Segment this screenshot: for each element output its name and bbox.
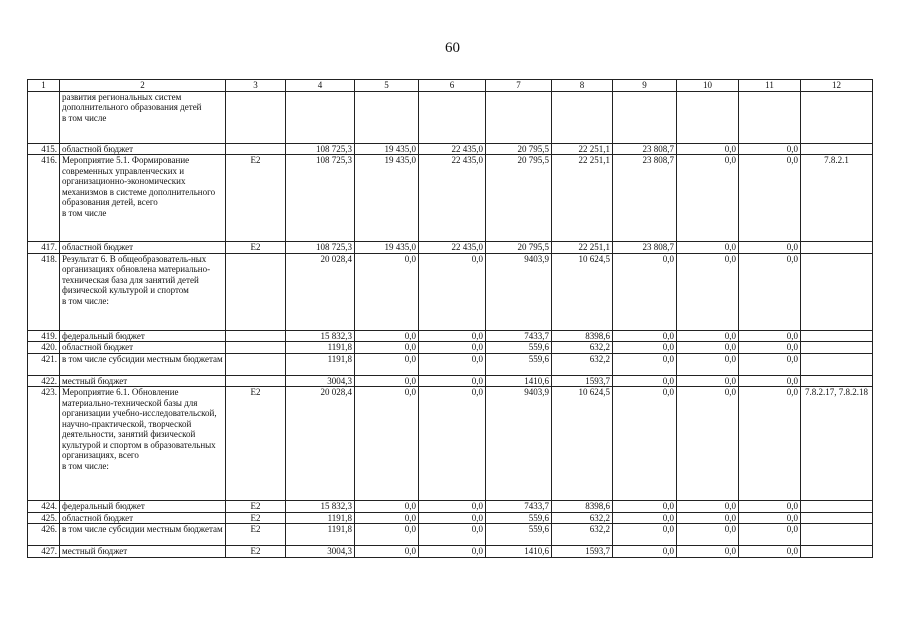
code-cell: E2: [226, 501, 286, 513]
header-cell: 5: [355, 80, 419, 92]
amount-cell: 0,0: [613, 546, 677, 558]
amount-cell: 1593,7: [552, 546, 613, 558]
code-cell: [226, 342, 286, 354]
reference-cell: 7.8.2.1: [801, 155, 873, 242]
header-cell: 6: [419, 80, 486, 92]
table-row: [28, 375, 873, 387]
amount-cell: 1410,6: [486, 375, 552, 387]
row-number-cell: 425.: [28, 512, 60, 524]
item-description-cell: развития региональных систем дополнительного образования детей в том числе: [60, 91, 226, 143]
header-cell: 2: [60, 80, 226, 92]
row-number-cell: 419.: [28, 330, 60, 342]
code-cell: [226, 143, 286, 155]
row-number-cell: 422.: [28, 375, 60, 387]
amount-cell: 0,0: [355, 546, 419, 558]
amount-cell: 23 808,7: [613, 143, 677, 155]
amount-cell: 0,0: [419, 512, 486, 524]
amount-cell: 3004,3: [286, 375, 355, 387]
amount-cell: 0,0: [613, 253, 677, 330]
amount-cell: [552, 91, 613, 143]
amount-cell: 0,0: [419, 524, 486, 546]
amount-cell: 1593,7: [552, 375, 613, 387]
table-row: [28, 155, 873, 242]
item-description-cell: федеральный бюджет: [60, 501, 226, 513]
amount-cell: 0,0: [355, 353, 419, 375]
amount-cell: 0,0: [677, 242, 739, 254]
row-number-cell: 416.: [28, 155, 60, 242]
amount-cell: 0,0: [739, 524, 801, 546]
row-number-cell: 427.: [28, 546, 60, 558]
amount-cell: 10 624,5: [552, 253, 613, 330]
row-number-cell: 424.: [28, 501, 60, 513]
amount-cell: 108 725,3: [286, 242, 355, 254]
code-cell: [226, 91, 286, 143]
amount-cell: [419, 91, 486, 143]
reference-cell: [801, 143, 873, 155]
amount-cell: [739, 91, 801, 143]
amount-cell: 108 725,3: [286, 143, 355, 155]
amount-cell: 0,0: [739, 375, 801, 387]
row-number-cell: 417.: [28, 242, 60, 254]
amount-cell: [486, 91, 552, 143]
row-number-cell: 423.: [28, 387, 60, 501]
item-description-cell: федеральный бюджет: [60, 330, 226, 342]
amount-cell: 0,0: [677, 546, 739, 558]
amount-cell: 0,0: [355, 253, 419, 330]
amount-cell: 632,2: [552, 524, 613, 546]
page-number: 60: [445, 40, 460, 56]
reference-cell: [801, 253, 873, 330]
code-cell: E2: [226, 546, 286, 558]
amount-cell: 0,0: [613, 375, 677, 387]
budget-table: [27, 79, 873, 558]
amount-cell: 1191,8: [286, 524, 355, 546]
amount-cell: 559,6: [486, 342, 552, 354]
amount-cell: 0,0: [739, 242, 801, 254]
amount-cell: 1191,8: [286, 342, 355, 354]
reference-cell: [801, 375, 873, 387]
table-row: [28, 253, 873, 330]
amount-cell: [677, 91, 739, 143]
amount-cell: 0,0: [355, 524, 419, 546]
code-cell: [226, 375, 286, 387]
amount-cell: 0,0: [613, 330, 677, 342]
amount-cell: 9403,9: [486, 253, 552, 330]
amount-cell: 0,0: [677, 512, 739, 524]
amount-cell: 0,0: [677, 501, 739, 513]
amount-cell: 0,0: [739, 387, 801, 501]
reference-cell: [801, 242, 873, 254]
amount-cell: 0,0: [613, 342, 677, 354]
table-row: [28, 546, 873, 558]
amount-cell: 559,6: [486, 524, 552, 546]
table-row: [28, 501, 873, 513]
reference-cell: [801, 501, 873, 513]
table-row: [28, 512, 873, 524]
code-cell: E2: [226, 155, 286, 242]
header-cell: 7: [486, 80, 552, 92]
item-description-cell: в том числе субсидии местным бюджетам: [60, 353, 226, 375]
reference-cell: [801, 512, 873, 524]
code-cell: [226, 253, 286, 330]
amount-cell: 0,0: [677, 375, 739, 387]
header-cell: 10: [677, 80, 739, 92]
code-cell: E2: [226, 512, 286, 524]
table-row: [28, 387, 873, 501]
item-description-cell: Мероприятие 5.1. Формирование современных управленческих и организационно-экономических механизмов в системе дополнительного образования детей, всего в том числе: [60, 155, 226, 242]
amount-cell: 20 795,5: [486, 155, 552, 242]
code-cell: E2: [226, 524, 286, 546]
amount-cell: 0,0: [739, 501, 801, 513]
amount-cell: 22 251,1: [552, 242, 613, 254]
amount-cell: 20 795,5: [486, 242, 552, 254]
amount-cell: 0,0: [677, 353, 739, 375]
code-cell: E2: [226, 387, 286, 501]
amount-cell: 632,2: [552, 512, 613, 524]
amount-cell: 559,6: [486, 512, 552, 524]
amount-cell: 632,2: [552, 353, 613, 375]
header-cell: 11: [739, 80, 801, 92]
amount-cell: 19 435,0: [355, 242, 419, 254]
item-description-cell: Мероприятие 6.1. Обновление материально-технической базы для организации учебно-исследовательской, научно-практической, творческой деятельности, занятий физической культурой и спортом в образовательных организациях, всего в том числе:: [60, 387, 226, 501]
amount-cell: 3004,3: [286, 546, 355, 558]
amount-cell: 108 725,3: [286, 155, 355, 242]
amount-cell: 15 832,3: [286, 330, 355, 342]
amount-cell: 1191,8: [286, 512, 355, 524]
amount-cell: 0,0: [613, 524, 677, 546]
item-description-cell: областной бюджет: [60, 143, 226, 155]
amount-cell: 22 251,1: [552, 143, 613, 155]
amount-cell: 0,0: [355, 375, 419, 387]
reference-cell: [801, 524, 873, 546]
amount-cell: 1191,8: [286, 353, 355, 375]
amount-cell: 0,0: [419, 330, 486, 342]
amount-cell: 0,0: [677, 330, 739, 342]
amount-cell: 22 251,1: [552, 155, 613, 242]
table-row: [28, 143, 873, 155]
row-number-cell: 415.: [28, 143, 60, 155]
amount-cell: 19 435,0: [355, 155, 419, 242]
table-row: [28, 342, 873, 354]
header-cell: 9: [613, 80, 677, 92]
amount-cell: 0,0: [419, 253, 486, 330]
item-description-cell: в том числе субсидии местным бюджетам: [60, 524, 226, 546]
table-row: [28, 353, 873, 375]
amount-cell: 0,0: [419, 342, 486, 354]
amount-cell: 20 795,5: [486, 143, 552, 155]
amount-cell: 19 435,0: [355, 143, 419, 155]
row-number-cell: 420.: [28, 342, 60, 354]
amount-cell: 0,0: [613, 501, 677, 513]
amount-cell: 8398,6: [552, 501, 613, 513]
amount-cell: 0,0: [419, 375, 486, 387]
amount-cell: 20 028,4: [286, 253, 355, 330]
amount-cell: 9403,9: [486, 387, 552, 501]
reference-cell: [801, 342, 873, 354]
amount-cell: 15 832,3: [286, 501, 355, 513]
amount-cell: 7433,7: [486, 330, 552, 342]
amount-cell: 0,0: [355, 387, 419, 501]
item-description-cell: Результат 6. В общеобразователь-ных организациях обновлена материально-техническая база для занятий детей физической культурой и спортом в том числе:: [60, 253, 226, 330]
code-cell: E2: [226, 242, 286, 254]
amount-cell: 1410,6: [486, 546, 552, 558]
amount-cell: 0,0: [677, 143, 739, 155]
header-cell: 1: [28, 80, 60, 92]
row-number-cell: 426.: [28, 524, 60, 546]
amount-cell: 0,0: [355, 330, 419, 342]
amount-cell: 20 028,4: [286, 387, 355, 501]
amount-cell: [355, 91, 419, 143]
item-description-cell: областной бюджет: [60, 242, 226, 254]
amount-cell: 0,0: [677, 155, 739, 242]
amount-cell: 8398,6: [552, 330, 613, 342]
amount-cell: 0,0: [419, 387, 486, 501]
amount-cell: 0,0: [613, 353, 677, 375]
amount-cell: [286, 91, 355, 143]
item-description-cell: местный бюджет: [60, 546, 226, 558]
reference-cell: [801, 546, 873, 558]
amount-cell: 0,0: [739, 512, 801, 524]
amount-cell: 23 808,7: [613, 155, 677, 242]
amount-cell: 7433,7: [486, 501, 552, 513]
reference-cell: [801, 353, 873, 375]
amount-cell: 0,0: [355, 501, 419, 513]
row-number-cell: [28, 91, 60, 143]
amount-cell: 0,0: [739, 353, 801, 375]
header-cell: 3: [226, 80, 286, 92]
reference-cell: 7.8.2.17, 7.8.2.18: [801, 387, 873, 501]
amount-cell: 559,6: [486, 353, 552, 375]
amount-cell: 22 435,0: [419, 242, 486, 254]
amount-cell: 0,0: [739, 143, 801, 155]
amount-cell: 0,0: [677, 524, 739, 546]
amount-cell: 22 435,0: [419, 143, 486, 155]
item-description-cell: местный бюджет: [60, 375, 226, 387]
row-number-cell: 418.: [28, 253, 60, 330]
amount-cell: 0,0: [739, 546, 801, 558]
table-row: [28, 524, 873, 546]
header-cell: 8: [552, 80, 613, 92]
amount-cell: 0,0: [613, 387, 677, 501]
reference-cell: [801, 330, 873, 342]
table-row: [28, 242, 873, 254]
item-description-cell: областной бюджет: [60, 512, 226, 524]
amount-cell: 22 435,0: [419, 155, 486, 242]
amount-cell: 10 624,5: [552, 387, 613, 501]
amount-cell: 0,0: [739, 342, 801, 354]
amount-cell: 23 808,7: [613, 242, 677, 254]
table-row: [28, 330, 873, 342]
table-row: [28, 91, 873, 143]
header-cell: 12: [801, 80, 873, 92]
amount-cell: 0,0: [677, 342, 739, 354]
amount-cell: 0,0: [677, 253, 739, 330]
amount-cell: [613, 91, 677, 143]
amount-cell: 0,0: [613, 512, 677, 524]
amount-cell: 0,0: [677, 387, 739, 501]
code-cell: [226, 330, 286, 342]
item-description-cell: областной бюджет: [60, 342, 226, 354]
header-cell: 4: [286, 80, 355, 92]
reference-cell: [801, 91, 873, 143]
amount-cell: 0,0: [355, 512, 419, 524]
amount-cell: 0,0: [739, 253, 801, 330]
amount-cell: 0,0: [419, 353, 486, 375]
code-cell: [226, 353, 286, 375]
amount-cell: 0,0: [739, 330, 801, 342]
amount-cell: 0,0: [355, 342, 419, 354]
amount-cell: 0,0: [419, 546, 486, 558]
amount-cell: 0,0: [419, 501, 486, 513]
header-row: [28, 80, 873, 92]
amount-cell: 632,2: [552, 342, 613, 354]
row-number-cell: 421.: [28, 353, 60, 375]
amount-cell: 0,0: [739, 155, 801, 242]
